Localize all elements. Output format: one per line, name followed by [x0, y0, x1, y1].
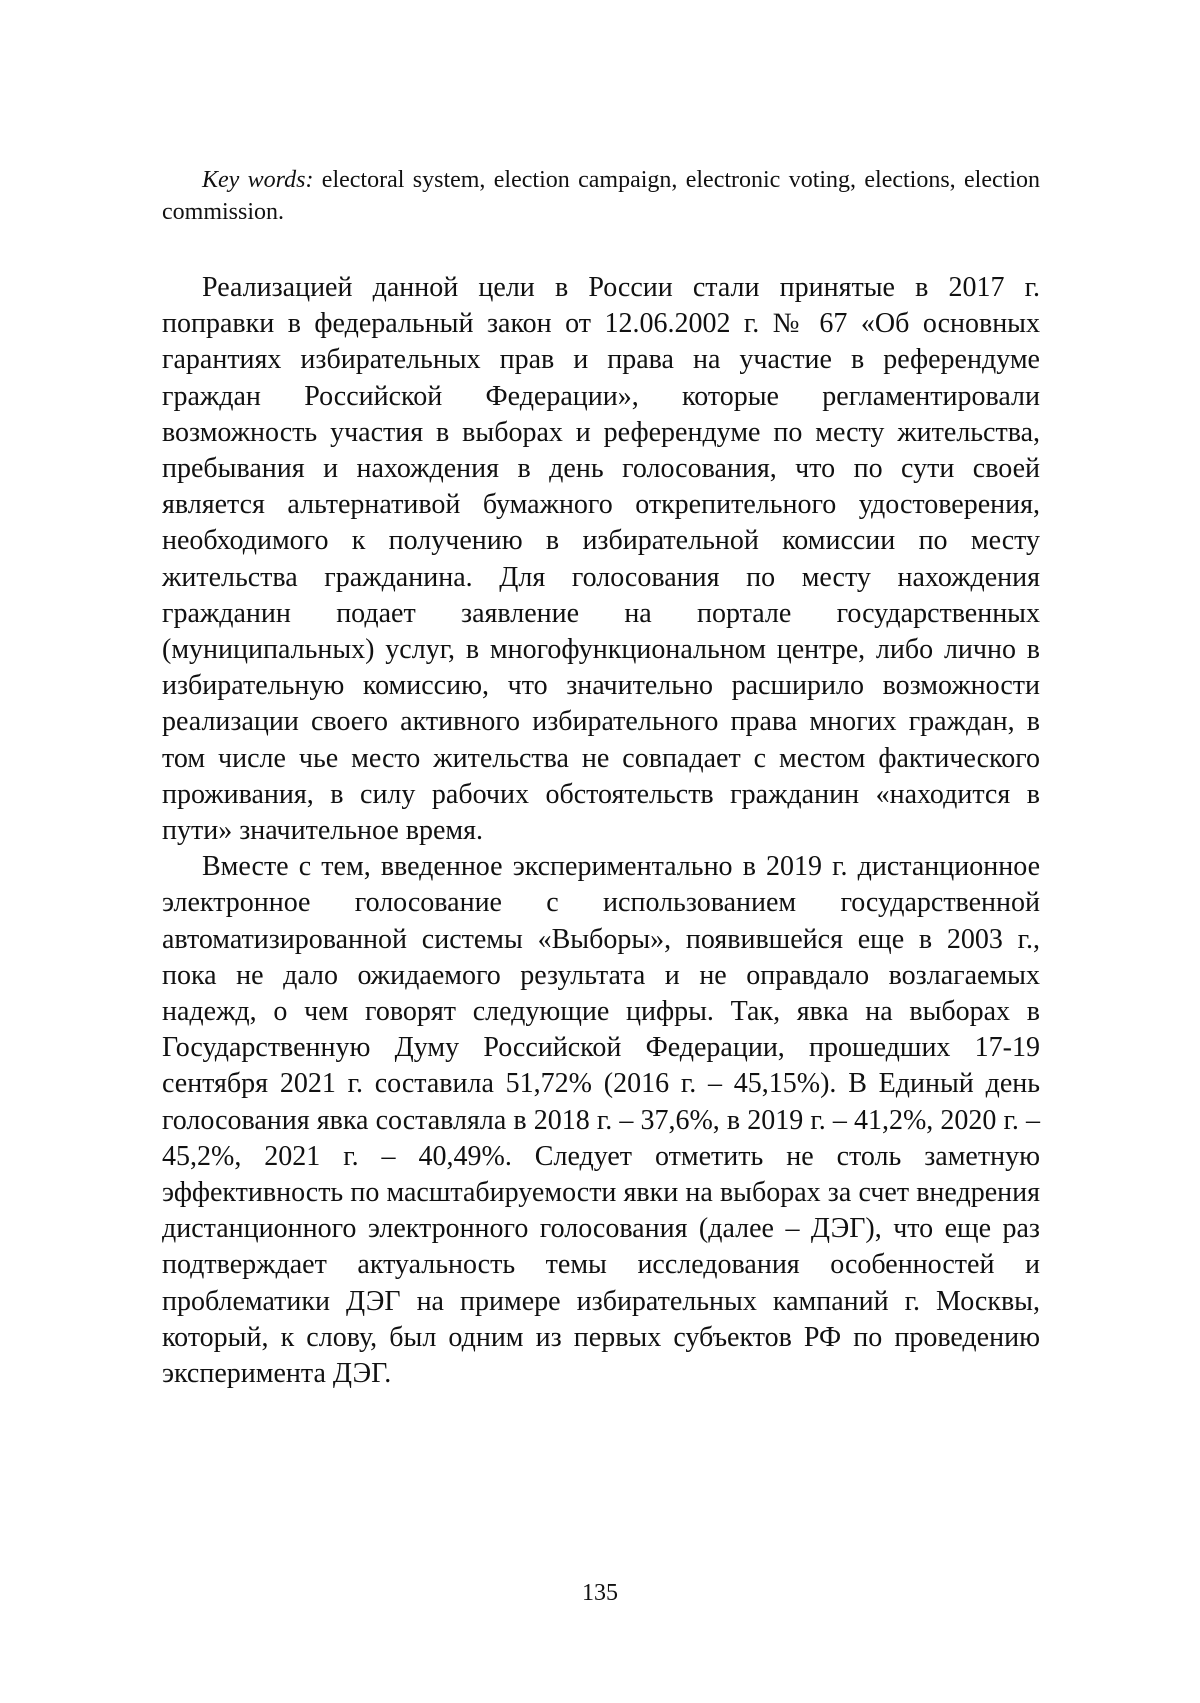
paragraph-2: Вместе с тем, введенное экспериментально в 2019 г. дистанционное электронное голосование с использованием государственной автоматизированной системы «Выборы», появившейся еще в 2003 г., пока не дало ожидаемого результата и не оправдало возлагаемых надежд, о чем говорят следующие цифры. Так, явка на выборах в Государственную Думу Российской Федерации, прошедших 17-19 сентября 2021 г. составила 51,72% (2016 г. – 45,15%). В Единый день голосования явка составляла в 2018 г. – 37,6%, в 2019 г. – 41,2%, 2020 г. – 45,2%, 2021 г. – 40,49%. Следует отметить не столь заметную эффективность по масштабируемости явки на выборах за счет внедрения дистанционного электронного голосования (далее – ДЭГ), что еще раз подтверждает актуальность темы исследования особенностей и проблематики ДЭГ на примере избирательных кампаний г. Москвы, который, к слову, был одним из первых субъектов РФ по проведению эксперимента ДЭГ. [162, 849, 1040, 1392]
keywords-label: Key words: [202, 167, 313, 193]
document-page [0, 0, 1200, 1703]
keywords-block [162, 164, 1040, 228]
paragraph-1: Реализацией данной цели в России стали принятые в 2017 г. поправки в федеральный закон от 12.06.2002 г. № 67 «Об основных гарантиях избирательных прав и права на участие в референдуме граждан Российской Федерации», которые регламентировали возможность участия в выборах и референдуме по месту жительства, пребывания и нахождения в день голосования, что по сути своей является альтернативой бумажного открепительного удостоверения, необходимого к получению в избирательной комиссии по месту жительства гражданина. Для голосования по месту нахождения гражданин подает заявление на портале государственных (муниципальных) услуг, в многофункциональном центре, либо лично в избирательную комиссию, что значительно расширило возможности реализации своего активного избирательного права многих граждан, в том числе чье место жительства не совпадает с местом фактического проживания, в силу рабочих обстоятельств гражданин «находится в пути» значительное время. [162, 270, 1040, 849]
body-text [162, 270, 1040, 1392]
page-number: 135 [0, 1578, 1200, 1608]
keywords-text: electoral system, election campaign, electronic voting, elections, election commission. [162, 167, 1040, 225]
